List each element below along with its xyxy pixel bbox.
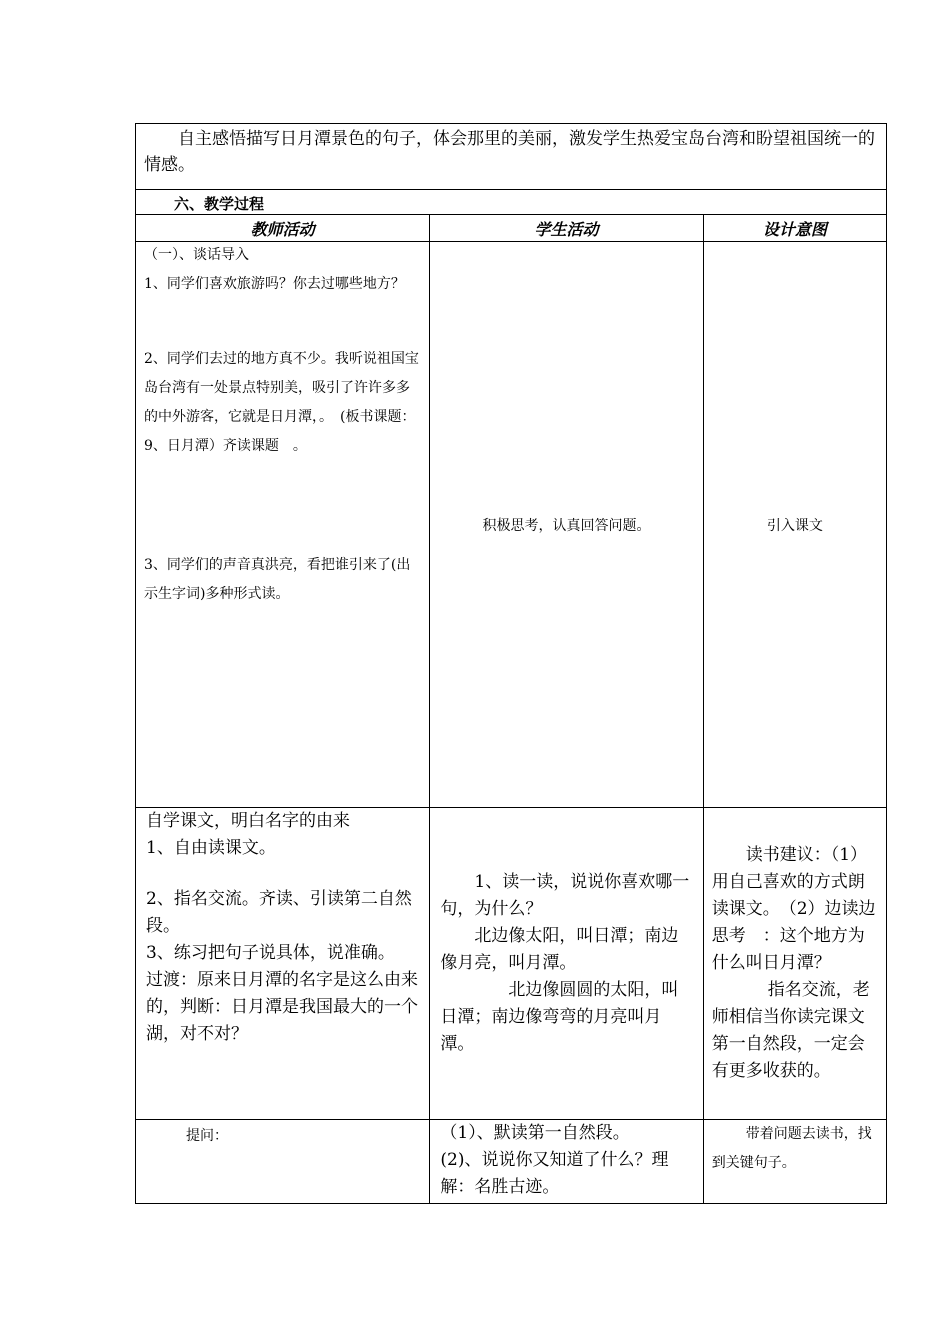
self-study-heading: 自学课文，明白名字的由来	[146, 811, 350, 831]
transition-text: 过渡：原来日月潭的名字是这么由来的，判断：日月潭是我国最大的一个湖，对不对？	[146, 970, 418, 1044]
exchange-note: 指名交流，老师相信当你读完课文第一自然段，一定会有更多收获的。	[711, 980, 870, 1081]
row3-intent-cell: 带着问题去读书，找到关键句子。	[703, 1120, 886, 1204]
header-teacher: 教师活动	[136, 215, 430, 242]
step-2: 2、指名交流。齐读、引读第二自然段。	[146, 889, 412, 936]
student-step-2: (2)、说说你又知道了什么？理解：名胜古迹。	[440, 1150, 669, 1197]
section-title: 六、教学过程	[136, 190, 887, 215]
row2-teacher-cell	[136, 808, 430, 1120]
row1-student-cell: 积极思考，认真回答问题。	[430, 242, 703, 808]
row2-intent-cell	[703, 808, 886, 1120]
student-answer-2: 北边像圆圆的太阳，叫日潭；南边像弯弯的月亮叫月潭。	[440, 980, 679, 1054]
row3-student-cell	[430, 1120, 703, 1204]
row1-teacher-cell	[136, 242, 430, 808]
lesson-plan-document	[135, 123, 887, 1204]
student-step-1: （1）、默读第一自然段。	[440, 1123, 630, 1143]
row2-student-cell	[430, 808, 703, 1120]
student-answer-1: 北边像太阳，叫日潭；南边像月亮，叫月潭。	[440, 926, 679, 973]
lesson-table	[135, 123, 887, 1204]
question-2: 2、同学们去过的地方真不少。我听说祖国宝岛台湾有一处景点特别美，吸引了许许多多的中外游客，它就是日月潭，。 (板书课题：9、日月潭）齐读课题 。	[144, 351, 419, 454]
row1-intent-cell: 引入课文	[703, 242, 886, 808]
intro-heading: （一）、谈话导入	[144, 247, 249, 263]
reading-suggestion: 读书建议：（1）用自己喜欢的方式朗读课文。 （2）边读边思考 ：这个地方为什么叫日月潭？	[711, 845, 876, 973]
row3-teacher-cell: 提问：	[136, 1120, 430, 1204]
step-1: 1、自由读课文。	[146, 838, 276, 858]
step-3: 3、练习把句子说具体，说准确。	[146, 943, 395, 963]
question-3: 3、同学们的声音真洪亮，看把谁引来了(出示生字词)多种形式读。	[144, 557, 411, 602]
student-task: 1、读一读，说说你喜欢哪一句，为什么？	[440, 872, 690, 919]
header-student: 学生活动	[430, 215, 703, 242]
header-intent: 设计意图	[703, 215, 886, 242]
question-1: 1、同学们喜欢旅游吗？你去过哪些地方？	[144, 276, 405, 292]
goal-text: 自主感悟描写日月潭景色的句子，体会那里的美丽，激发学生热爱宝岛台湾和盼望祖国统一的情感。	[136, 124, 887, 190]
